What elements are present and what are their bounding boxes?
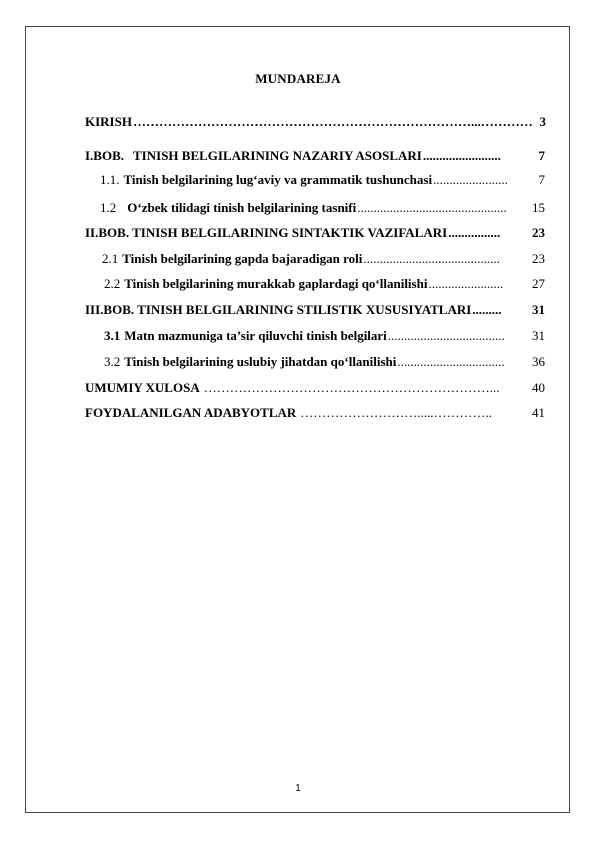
- toc-entry-number: 1.1.: [100, 172, 120, 187]
- toc-entry-label: O‘zbek tilidagi tinish belgilarining tasnifi: [127, 200, 357, 215]
- toc-leader-dots: ……………………………………………………………………...…………: [132, 114, 533, 129]
- toc-leader-dots: …………………………………………………………...: [203, 380, 500, 395]
- toc-entry-label: Matn mazmuniga ta’sir qiluvchi tinish belgilari: [124, 328, 387, 343]
- toc-leader-dots: .........: [472, 302, 502, 317]
- toc-entry-label: Tinish belgilarining lug‘aviy va grammatik tushunchasi: [123, 172, 433, 187]
- toc-leader-dots: .......................: [428, 276, 504, 291]
- toc-page-number: 31: [532, 328, 545, 343]
- toc-page-number: 31: [532, 302, 545, 317]
- toc-entry-section-3-1[interactable]: [104, 328, 545, 344]
- toc-page-number: 23: [532, 251, 545, 266]
- toc-entry-conclusion[interactable]: [85, 380, 545, 396]
- toc-entry-section-2-2[interactable]: [104, 276, 545, 292]
- toc-title: MUNDAREJA: [255, 71, 341, 86]
- toc-page-number: 41: [532, 405, 545, 420]
- toc-entry-section-1-1[interactable]: [100, 172, 545, 188]
- toc-leader-dots: ..........................................: [363, 251, 500, 266]
- toc-leader-dots: ........................: [422, 148, 501, 163]
- toc-page-number: 36: [532, 354, 545, 369]
- toc-leader-dots: .......................: [433, 172, 508, 187]
- toc-page-number: 3: [539, 114, 546, 129]
- toc-entry-label: III.BOB. TINISH BELGILARINING STILISTIK XUSUSIYATLARI: [85, 302, 472, 317]
- toc-leader-dots: ……………………….....…………..: [300, 405, 493, 420]
- toc-entry-number: 3.2: [104, 354, 121, 369]
- toc-entry-section-3-2[interactable]: [104, 354, 545, 370]
- toc-entry-chapter-2[interactable]: [85, 225, 545, 241]
- toc-leader-dots: .................................: [397, 354, 505, 369]
- toc-entry-label: KIRISH: [85, 114, 132, 129]
- toc-entry-references[interactable]: [85, 405, 545, 421]
- toc-entry-label: Tinish belgilarining gapda bajaradigan roli: [122, 251, 363, 266]
- toc-entry-number: 2.2: [104, 276, 121, 291]
- toc-page-number: 40: [532, 380, 545, 395]
- toc-leader-dots: ....................................: [387, 328, 505, 343]
- toc-entry-number: 2.1: [102, 251, 119, 266]
- toc-entry-kirish[interactable]: [85, 114, 546, 130]
- toc-entry-number: 3.1: [104, 328, 121, 343]
- toc-entry-label: Tinish belgilarining murakkab gaplardagi qo‘llanilishi: [124, 276, 428, 291]
- toc-page-number: 7: [538, 172, 545, 187]
- toc-entry-label: Tinish belgilarining uslubiy jihatdan qo‘llanilishi: [124, 354, 397, 369]
- toc-entry-chapter-1[interactable]: [85, 148, 545, 164]
- toc-page-number: 15: [532, 200, 545, 215]
- toc-leader-dots: ................: [448, 225, 501, 240]
- toc-leader-dots: ..............................................: [357, 200, 507, 215]
- toc-page-number: 23: [532, 225, 545, 240]
- toc-entry-section-2-1[interactable]: [102, 251, 545, 267]
- toc-entry-label: UMUMIY XULOSA: [85, 380, 200, 395]
- toc-entry-chapter-3[interactable]: [85, 302, 545, 318]
- toc-entry-label: TINISH BELGILARINING NAZARIY ASOSLARI: [133, 148, 422, 163]
- toc-entry-section-1-2[interactable]: [100, 200, 545, 216]
- toc-page-number: 7: [538, 148, 545, 163]
- toc-entry-number: I.BOB.: [85, 148, 125, 163]
- toc-entry-label: FOYDALANILGAN ADABYOTLAR: [85, 405, 297, 420]
- toc-page-number: 27: [532, 276, 545, 291]
- page-number: 1: [295, 783, 301, 794]
- toc-entry-label: II.BOB. TINISH BELGILARINING SINTAKTIK VAZIFALARI: [85, 225, 448, 240]
- toc-entry-number: 1.2: [100, 200, 117, 215]
